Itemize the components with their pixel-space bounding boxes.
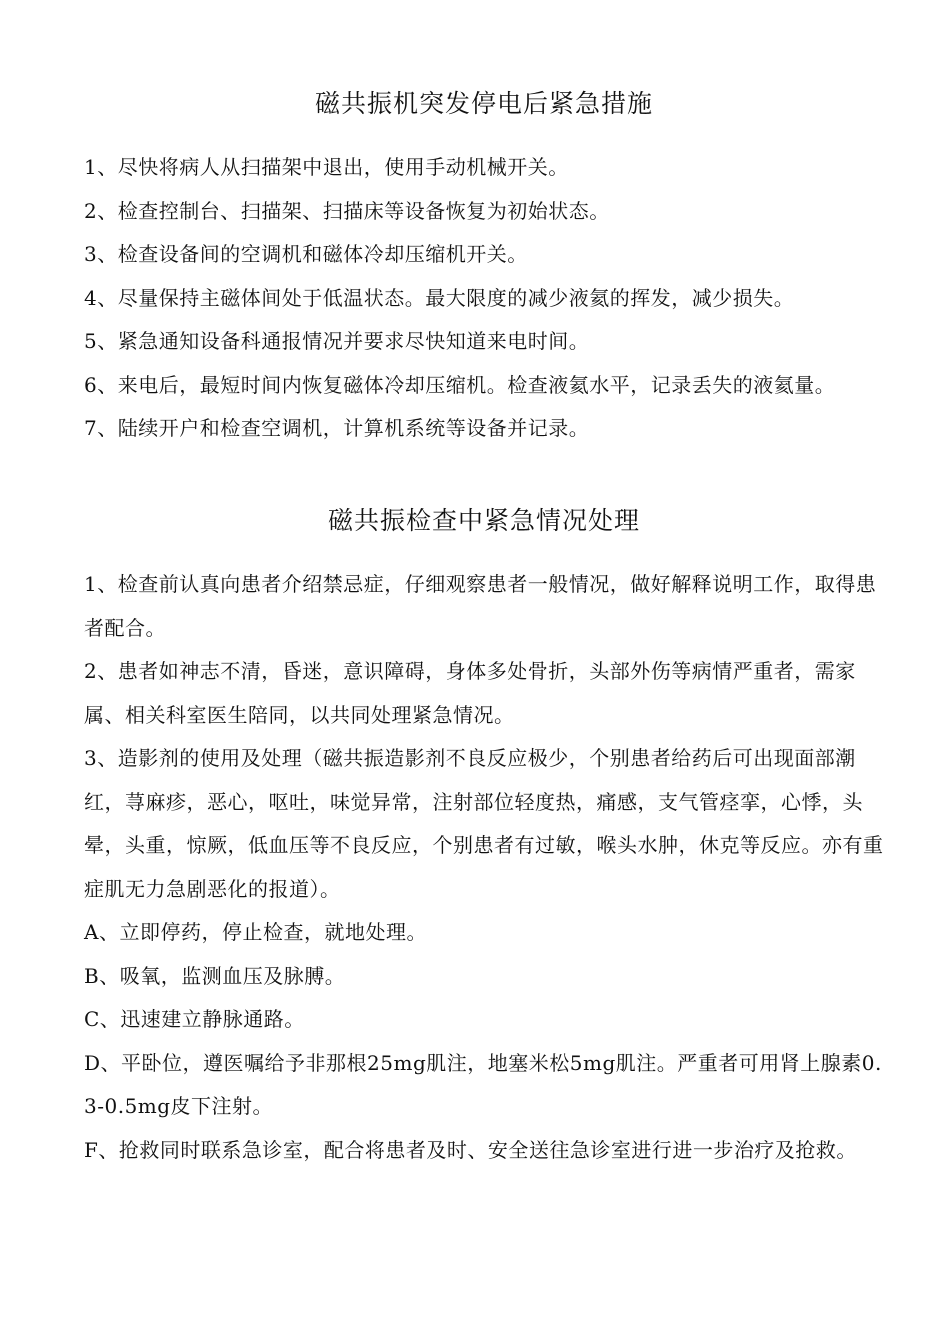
list-item: 3、检查设备间的空调机和磁体冷却压缩机开关。 (84, 242, 528, 266)
list-item: A、立即停药，停止检查，就地处理。 (84, 920, 427, 944)
list-item: 2、检查控制台、扫描架、扫描床等设备恢复为初始状态。 (84, 198, 610, 223)
list-item: 7、陆续开户和检查空调机，计算机系统等设备并记录。 (84, 416, 590, 440)
list-item: F、抢救同时联系急诊室，配合将患者及时、安全送往急诊室进行进一步治疗及抢救。 (84, 1137, 857, 1162)
list-item: 1、尽快将病人从扫描架中退出，使用手动机械开关。 (84, 155, 569, 179)
section-title: 磁共振检查中紧急情况处理 (327, 506, 640, 535)
list-item: 3、造影剂的使用及处理（磁共振造影剂不良反应极少，个别患者给药后可出现面部潮红，荨麻疹，恶心，呕吐，味觉异常，注射部位轻度热，痛感，支气管痉挛，心悸，头晕，头重，惊厥，低血压等不良反应，个别患者有过敏，喉头水肿，休克等反应。亦有重症肌无力急剧恶化的报道）。 (84, 746, 884, 901)
list-item: C、迅速建立静脉通路。 (84, 1007, 305, 1031)
list-item: 6、来电后，最短时间内恢复磁体冷却压缩机。检查液氦水平，记录丢失的液氦量。 (84, 372, 836, 397)
list-item: 5、紧急通知设备科通报情况并要求尽快知道来电时间。 (84, 329, 590, 353)
section-power-outage (84, 86, 884, 451)
list-item: 4、尽量保持主磁体间处于低温状态。最大限度的减少液氦的挥发，减少损失。 (84, 285, 795, 310)
list-item: 1、检查前认真向患者介绍禁忌症，仔细观察患者一般情况，做好解释说明工作，取得患者配合。 (84, 572, 877, 640)
list-item: D、平卧位，遵医嘱给予非那根25mg肌注，地塞米松5mg肌注。严重者可用肾上腺素0.3-0.5mg皮下注射。 (84, 1050, 882, 1118)
section-title: 磁共振机突发停电后紧急措施 (314, 89, 653, 118)
list-item: B、吸氧，监测血压及脉膊。 (84, 963, 346, 988)
list-item: 2、患者如神志不清，昏迷，意识障碍，身体多处骨折，头部外伤等病情严重者，需家属、相关科室医生陪同，以共同处理紧急情况。 (84, 659, 856, 727)
section-emergency-handling (84, 503, 884, 1172)
